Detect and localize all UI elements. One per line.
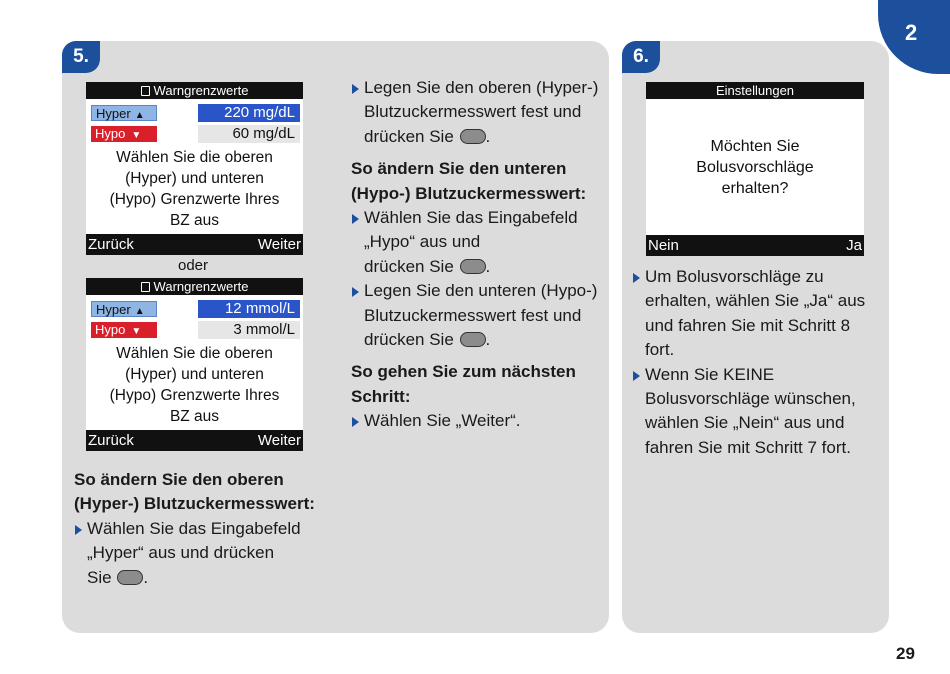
screen-footer — [86, 430, 303, 451]
screen-question-line: erhalten? — [721, 180, 789, 197]
section-heading-next: So gehen Sie zum nächsten Schritt: — [351, 362, 576, 406]
instruction-bullet: Wenn Sie KEINE Bolusvorschläge wünschen, wählen Sie „Nein“ aus und fahren Sie mit Schritt 7 fort. — [632, 363, 884, 461]
screen-question-line: Möchten Sie — [710, 138, 800, 155]
chevron-down-icon: ▼ — [131, 130, 142, 141]
device-screen-settings — [646, 82, 864, 256]
hypo-value: 60 mg/dL — [198, 125, 300, 143]
section-heading-lower: So ändern Sie den unteren (Hypo-) Blutzuckermesswert: — [351, 159, 587, 203]
screen-title-bar — [86, 278, 303, 295]
screen-instruction-line: Wählen Sie die oberen — [116, 149, 273, 166]
meter-icon — [141, 86, 150, 96]
screen-instruction-line: (Hyper) und unteren — [125, 366, 264, 383]
screen-footer — [86, 234, 303, 255]
instruction-bullet: Wählen Sie „Weiter“. — [351, 409, 603, 433]
screen-instruction-line: (Hypo) Grenzwerte Ihres — [109, 387, 280, 404]
step-5-instructions — [351, 76, 603, 434]
meter-button-icon — [117, 570, 143, 585]
chevron-down-icon: ▼ — [131, 326, 142, 337]
device-screen-mgdl — [86, 82, 303, 255]
screen-title: Warngrenzwerte — [153, 83, 249, 98]
screen-title-bar — [86, 82, 303, 99]
instruction-bullet: Legen Sie den oberen (Hyper-) Blutzuckermesswert fest und drücken Sie . — [351, 76, 603, 149]
hyper-value: 220 mg/dL — [198, 104, 300, 122]
next-softkey: Weiter — [257, 236, 301, 253]
instruction-bullet: Um Bolusvorschläge zu erhalten, wählen Sie „Ja“ aus und fahren Sie mit Schritt 8 fort. — [632, 265, 884, 363]
instruction-bullet: Wählen Sie das Eingabefeld „Hypo“ aus und drücken Sie . — [351, 206, 603, 279]
step-6-instructions — [632, 265, 884, 460]
hyper-value: 12 mmol/L — [198, 300, 300, 318]
chevron-up-icon: ▲ — [134, 306, 145, 317]
screen-footer — [646, 235, 864, 256]
step-5-badge: 5. — [62, 41, 100, 73]
next-softkey: Weiter — [257, 432, 301, 449]
meter-icon — [141, 282, 150, 292]
screen-instruction-line: (Hyper) und unteren — [125, 170, 264, 187]
page-number: 29 — [896, 644, 915, 663]
screen-question-line: Bolusvorschläge — [696, 159, 814, 176]
back-softkey: Zurück — [88, 432, 134, 449]
instruction-bullet: Wählen Sie das Eingabefeld „Hyper“ aus und drücken Sie . — [74, 517, 334, 590]
device-screen-mmol — [86, 278, 303, 451]
screen-instruction-line: BZ aus — [169, 212, 220, 229]
screen-title: Warngrenzwerte — [153, 279, 249, 294]
meter-button-icon — [460, 332, 486, 347]
instruction-bullet: Legen Sie den unteren (Hypo-) Blutzuckermesswert fest und drücken Sie . — [351, 279, 603, 352]
meter-button-icon — [460, 259, 486, 274]
hypo-value: 3 mmol/L — [198, 321, 300, 339]
screen-instruction-line: Wählen Sie die oberen — [116, 345, 273, 362]
hypo-field-label: Hypo ▼ — [91, 322, 157, 338]
step-6-badge: 6. — [622, 41, 660, 73]
section-heading-upper: So ändern Sie den oberen (Hyper-) Blutzuckermesswert: — [74, 470, 315, 514]
upper-value-instructions — [74, 468, 334, 590]
screen-title-bar: Einstellungen — [646, 82, 864, 99]
meter-button-icon — [460, 129, 486, 144]
or-label: oder — [178, 257, 209, 274]
hypo-field-label: Hypo ▼ — [91, 126, 157, 142]
yes-softkey: Ja — [846, 237, 862, 254]
chevron-up-icon: ▲ — [134, 110, 145, 121]
hyper-field-label: Hyper ▲ — [91, 301, 157, 317]
screen-instruction-line: BZ aus — [169, 408, 220, 425]
chapter-number: 2 — [905, 20, 918, 45]
no-softkey: Nein — [648, 237, 679, 254]
back-softkey: Zurück — [88, 236, 134, 253]
screen-instruction-line: (Hypo) Grenzwerte Ihres — [109, 191, 280, 208]
hyper-field-label: Hyper ▲ — [91, 105, 157, 121]
